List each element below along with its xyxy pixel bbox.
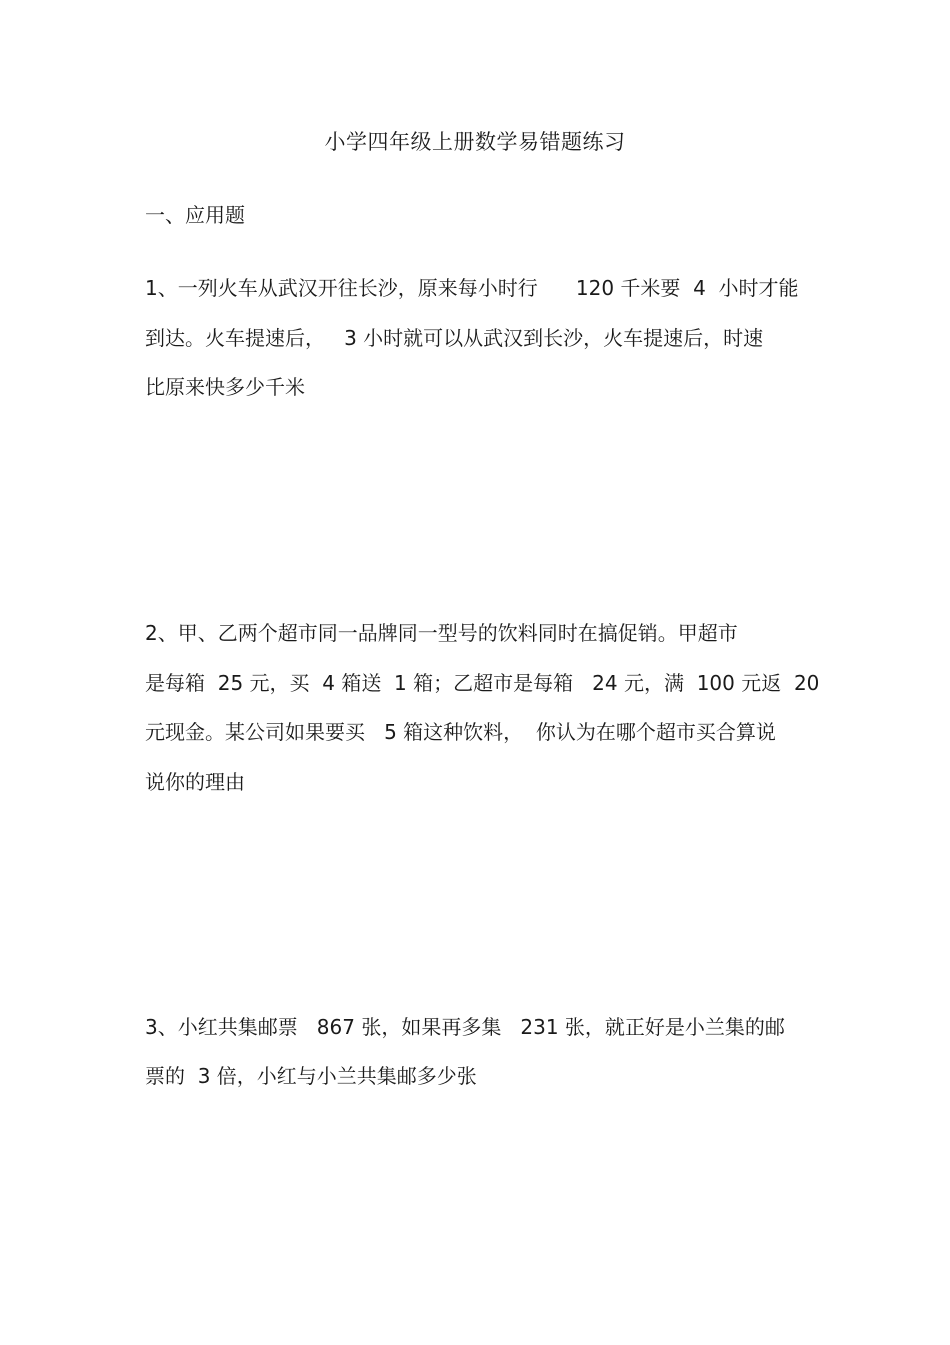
problem-3-line-1: 3、小红共集邮票 867 张，如果再多集 231 张，就正好是小兰集的邮 bbox=[145, 1015, 785, 1039]
problem-1-line-2: 到达。火车提速后， 3 小时就可以从武汉到长沙，火车提速后，时速 bbox=[145, 326, 764, 350]
problem-2-line-3: 元现金。某公司如果要买 5 箱这种饮料， 你认为在哪个超市买合算说 bbox=[145, 720, 776, 744]
problem-2-line-4: 说你的理由 bbox=[145, 770, 245, 794]
problem-2-line-2: 是每箱 25 元，买 4 箱送 1 箱；乙超市是每箱 24 元，满 100 元返 20 bbox=[145, 671, 820, 695]
problem-3-line-2: 票的 3 倍，小红与小兰共集邮多少张 bbox=[145, 1064, 477, 1088]
document-title: 小学四年级上册数学易错题练习 bbox=[324, 130, 626, 154]
problem-1-line-3: 比原来快多少千米 bbox=[145, 375, 305, 399]
section-heading: 一、应用题 bbox=[145, 203, 245, 227]
problem-2-line-1: 2、甲、乙两个超市同一品牌同一型号的饮料同时在搞促销。甲超市 bbox=[145, 621, 738, 645]
problem-1-line-1: 1、一列火车从武汉开往长沙，原来每小时行 120 千米要 4 小时才能 bbox=[145, 276, 799, 300]
